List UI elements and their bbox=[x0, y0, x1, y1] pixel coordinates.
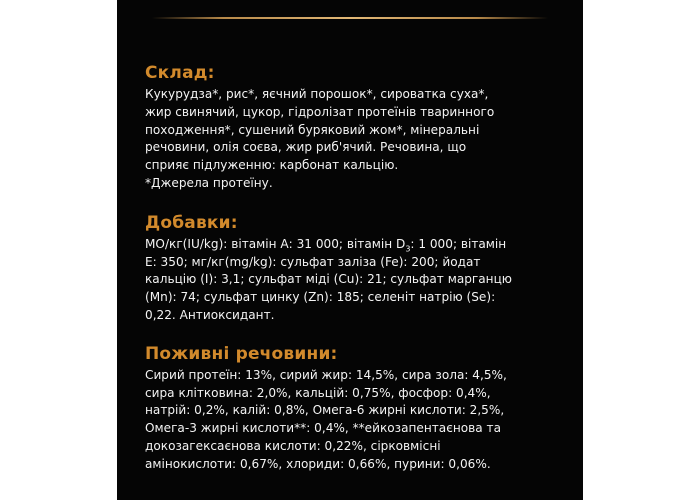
vitamin-d-subscript: 3 bbox=[405, 244, 411, 254]
additives-heading: Добавки: bbox=[145, 212, 238, 233]
composition-heading: Склад: bbox=[145, 63, 215, 83]
nutrients-section bbox=[145, 343, 545, 474]
nutrients-heading: Поживні речовини: bbox=[145, 343, 338, 364]
nutrients-text: Сирий протеїн: 13%, сирий жир: 14,5%, сира зола: 4,5%, сира клітковина: 2,0%, кальцій: 0,75%, фосфор: 0,4%, натрій: 0,2%, калій: 0,8%, Омега-6 жирні кислоти: 2,5%, Омега-3 жирні кислоти**: 0,4%, **ейкозапентаєнова та докозагексаєнова кислоти: 0,22%, сірковмісні амінокислоти: 0,67%, хлориди: 0,66%, пурини: 0,06%. bbox=[145, 367, 507, 471]
gold-divider-line bbox=[152, 17, 548, 19]
label-content bbox=[145, 62, 545, 474]
additives-section bbox=[145, 212, 545, 325]
additives-text-part-2: : 1 000; вітамін bbox=[410, 236, 507, 251]
additives-text bbox=[145, 236, 545, 325]
additives-text-rest: Е: 350; мг/кг(mg/kg): сульфат заліза (Fe): 200; йодат кальцію (I): 3,1; сульфат міді (Cu): 21; сульфат марганцю (Mn): 74; сульфат цинку (Zn): 185; селеніт натрію (Se): 0,22. Антиоксидант. bbox=[145, 254, 512, 322]
composition-text: Кукурудза*, рис*, яєчний порошок*, сироватка суха*, жир свинячий, цукор, гідролізат протеїнів тваринного походження*, сушений буряковий жом*, мінеральні речовини, олія соєва, жир риб'ячий. Речовина, що сприяє підлуженню: карбонат кальцію. *Джерела протеїну. bbox=[145, 87, 495, 190]
additives-text-part-1: МО/кг(IU/kg): вітамін А: 31 000; вітамін D bbox=[145, 236, 406, 251]
composition-section bbox=[145, 62, 545, 193]
